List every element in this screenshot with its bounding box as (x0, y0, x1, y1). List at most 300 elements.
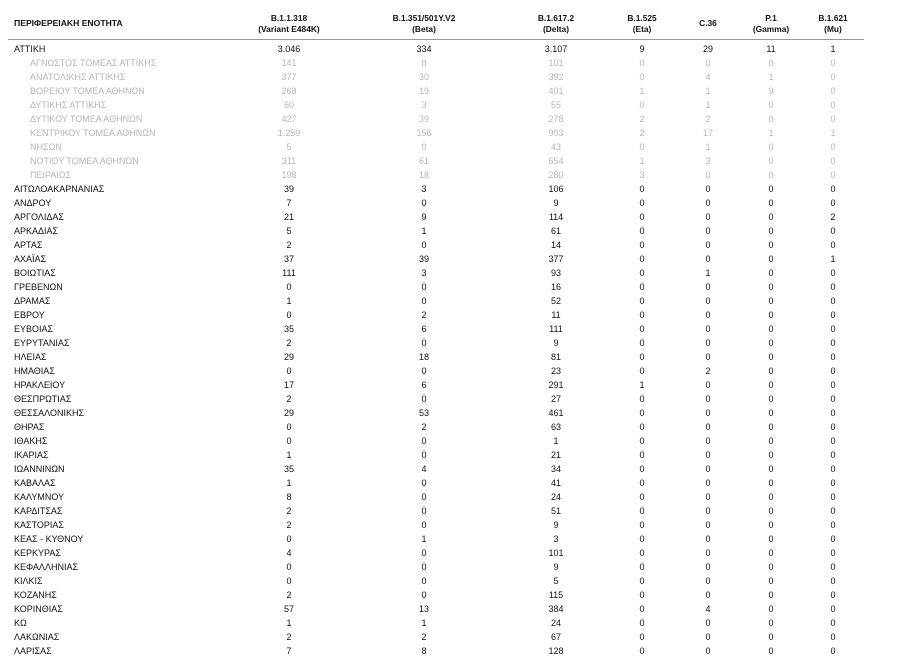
region-name: ΚΕΡΚΥΡΑΣ (14, 548, 61, 558)
variant-count-cell: 0 (830, 142, 836, 152)
variant-count-cell: 0 (639, 478, 645, 488)
variant-count-cell: 16 (550, 282, 561, 292)
variant-count-cell: 9 (553, 562, 559, 572)
region-name: ΔΥΤΙΚΟΥ ΤΟΜΕΑ ΑΘΗΝΩΝ (30, 114, 143, 124)
variant-count-cell: 0 (639, 436, 645, 446)
variant-count-cell: 0 (768, 352, 774, 362)
variant-count-cell: 0 (639, 366, 645, 376)
variant-count-cell: 0 (768, 380, 774, 390)
table-row (8, 574, 864, 588)
table-row (8, 378, 864, 392)
variant-count-cell: 81 (550, 352, 561, 362)
variant-count-cell: 0 (639, 324, 645, 334)
variant-count-cell: 3.046 (277, 44, 301, 54)
region-name: ΚΑΡΔΙΤΣΑΣ (14, 506, 63, 516)
region-name: ΚΟΖΑΝΗΣ (14, 590, 57, 600)
variant-count-cell: 0 (421, 520, 427, 530)
variant-count-cell: 0 (705, 352, 711, 362)
header-line1: ΠΕΡΙΦΕΡΕΙΑΚΗ ΕΝΟΤΗΤΑ (14, 18, 123, 28)
variant-count-cell: 111 (282, 268, 296, 278)
variant-count-cell: 128 (548, 646, 564, 656)
variant-count-cell: 0 (421, 394, 427, 404)
table-row (8, 616, 864, 630)
column-header-variant (504, 8, 608, 40)
table-row (8, 196, 864, 210)
region-name: ΑΡΚΑΔΙΑΣ (14, 226, 59, 236)
variant-count-cell: 8 (286, 492, 292, 502)
variant-count-cell: 55 (550, 100, 561, 110)
region-name: ΚΙΛΚΙΣ (14, 576, 43, 586)
variant-count-cell: 8 (421, 646, 427, 656)
table-row (8, 532, 864, 546)
variant-count-cell: 6 (421, 380, 427, 390)
variant-count-cell: 0 (830, 58, 836, 68)
variant-count-cell: 0 (639, 520, 645, 530)
variant-count-cell: 0 (768, 492, 774, 502)
table-row (8, 392, 864, 406)
variant-count-cell: 0 (705, 464, 711, 474)
variant-count-cell: 17 (283, 380, 294, 390)
variant-count-cell: 60 (283, 100, 294, 110)
variant-count-cell: 2 (286, 338, 292, 348)
variant-count-cell: 0 (768, 226, 774, 236)
variant-count-cell: 39 (418, 114, 429, 124)
variant-count-cell: 1 (553, 436, 559, 446)
variant-count-cell: 0 (705, 254, 711, 264)
variant-count-cell: 0 (830, 464, 836, 474)
variant-count-cell: 2 (286, 506, 292, 516)
variant-count-cell: 39 (283, 184, 294, 194)
variant-count-cell: 29 (283, 408, 294, 418)
variant-count-cell: 0 (705, 184, 711, 194)
variant-count-cell: 0 (830, 324, 836, 334)
table-subrow (8, 154, 864, 168)
variant-count-cell: 0 (830, 282, 836, 292)
variant-count-cell: 11 (766, 44, 776, 54)
variant-count-cell: 0 (705, 338, 711, 348)
variant-count-cell: 6 (421, 324, 427, 334)
region-name: ΑΡΓΟΛΙΔΑΣ (14, 212, 64, 222)
variant-count-cell: 0 (830, 100, 836, 110)
variant-count-cell: 1 (830, 44, 836, 54)
variant-count-cell: 0 (286, 576, 292, 586)
variant-count-cell: 3 (639, 170, 645, 180)
variant-count-cell: 0 (768, 604, 774, 614)
variant-count-cell: 1 (286, 618, 292, 628)
variant-count-cell: 0 (421, 478, 427, 488)
column-header-region (8, 8, 234, 40)
variant-count-cell: 2 (286, 590, 292, 600)
variant-count-cell: 1 (639, 156, 645, 166)
variant-count-cell: 0 (705, 632, 711, 642)
variant-count-cell: 1 (768, 72, 774, 82)
variant-count-cell: 0 (705, 226, 711, 236)
variant-count-cell: 0 (768, 282, 774, 292)
variant-count-cell: 0 (830, 450, 836, 460)
variant-count-cell: 9 (553, 198, 559, 208)
variant-count-cell: 0 (639, 72, 645, 82)
variant-count-cell: 0 (768, 478, 774, 488)
variant-count-cell: 392 (548, 72, 564, 82)
header-line1: B.1.621 (818, 12, 848, 23)
variant-count-cell: 0 (639, 198, 645, 208)
variant-count-cell: 0 (705, 58, 711, 68)
table-row (8, 560, 864, 574)
table-row (8, 630, 864, 644)
variant-count-cell: 0 (768, 618, 774, 628)
variant-count-cell: 8 (421, 58, 427, 68)
variant-count-cell: 0 (830, 632, 836, 642)
variant-count-cell: 0 (286, 282, 292, 292)
region-name: ΙΩΑΝΝΙΝΩΝ (14, 464, 65, 474)
variant-count-cell: 0 (421, 590, 427, 600)
variant-count-cell: 0 (705, 520, 711, 530)
variant-count-cell: 1 (286, 296, 292, 306)
variant-count-cell: 0 (639, 408, 645, 418)
header-line1: P.1 (765, 12, 777, 23)
region-name: ΗΜΑΘΙΑΣ (14, 366, 55, 376)
variant-count-cell: 67 (550, 632, 561, 642)
column-header-variant (676, 8, 740, 40)
variant-count-cell: 101 (548, 58, 564, 68)
header-line2: (Variant E484K) (258, 23, 320, 34)
region-name: ΕΥΒΟΙΑΣ (14, 324, 54, 334)
variant-count-cell: 0 (830, 520, 836, 530)
table-subrow (8, 56, 864, 70)
variant-count-cell: 52 (550, 296, 561, 306)
table-subrow (8, 70, 864, 84)
variant-count-cell: 377 (281, 72, 297, 82)
variant-count-cell: 29 (283, 352, 294, 362)
variant-count-cell: 1 (830, 254, 836, 264)
table-header (8, 8, 864, 40)
table-subrow (8, 112, 864, 126)
variant-count-cell: 0 (639, 562, 645, 572)
variant-count-cell: 0 (705, 506, 711, 516)
variant-count-cell: 30 (418, 72, 429, 82)
table-row (8, 434, 864, 448)
variant-count-cell: 0 (768, 408, 774, 418)
region-name: ΓΡΕΒΕΝΩΝ (14, 282, 63, 292)
variant-count-cell: 0 (286, 422, 292, 432)
variant-count-cell: 37 (283, 254, 294, 264)
variant-count-cell: 0 (421, 548, 427, 558)
variant-count-cell: 0 (768, 324, 774, 334)
variant-count-cell: 0 (768, 464, 774, 474)
variant-count-cell: 0 (421, 576, 427, 586)
region-name: ΕΒΡΟΥ (14, 310, 45, 320)
variant-count-cell: 0 (768, 170, 774, 180)
variant-count-cell: 0 (768, 394, 774, 404)
region-name: ΛΑΡΙΣΑΣ (14, 646, 52, 656)
variant-count-cell: 0 (768, 422, 774, 432)
variant-count-cell: 0 (421, 366, 427, 376)
variant-count-cell: 0 (639, 632, 645, 642)
variant-count-cell: 0 (421, 436, 427, 446)
variant-count-cell: 13 (418, 604, 429, 614)
variant-count-cell: 5 (553, 576, 559, 586)
variant-count-cell: 7 (286, 198, 292, 208)
variant-count-cell: 141 (281, 58, 297, 68)
variant-count-cell: 0 (639, 58, 645, 68)
variant-count-cell: 63 (550, 422, 561, 432)
region-name: ΗΛΕΙΑΣ (14, 352, 47, 362)
variant-count-cell: 0 (830, 380, 836, 390)
variant-count-cell: 0 (768, 296, 774, 306)
region-name: ΑΝΔΡΟΥ (14, 198, 52, 208)
variant-count-cell: 2 (286, 240, 292, 250)
variant-count-cell: 0 (705, 436, 711, 446)
variant-count-cell: 24 (550, 492, 561, 502)
header-row (8, 8, 864, 40)
variant-count-cell: 2 (705, 366, 711, 376)
variant-count-cell: 61 (550, 226, 561, 236)
variant-count-cell: 35 (283, 464, 294, 474)
variant-count-cell: 0 (705, 324, 711, 334)
table-row (8, 518, 864, 532)
column-header-variant (234, 8, 344, 40)
variant-count-cell: 115 (548, 590, 564, 600)
region-name: ΚΑΒΑΛΑΣ (14, 478, 56, 488)
table-row (8, 280, 864, 294)
variant-count-cell: 0 (768, 450, 774, 460)
variant-count-cell: 0 (639, 618, 645, 628)
variant-count-cell: 0 (830, 436, 836, 446)
table-row (8, 448, 864, 462)
variant-count-cell: 0 (768, 142, 774, 152)
variant-count-cell: 41 (550, 478, 561, 488)
variant-count-cell: 0 (421, 296, 427, 306)
variant-count-cell: 0 (705, 492, 711, 502)
variant-count-cell: 0 (639, 646, 645, 656)
table-row (8, 322, 864, 336)
variant-count-cell: 24 (550, 618, 561, 628)
variant-count-cell: 0 (830, 114, 836, 124)
variant-count-cell: 9 (421, 212, 427, 222)
variant-count-cell: 0 (830, 170, 836, 180)
region-name: ΒΟΡΕΙΟΥ ΤΟΜΕΑ ΑΘΗΝΩΝ (30, 86, 145, 96)
variant-count-cell: 1 (421, 226, 427, 236)
variant-count-cell: 27 (550, 394, 561, 404)
variant-count-cell: 0 (421, 506, 427, 516)
region-name: ΑΙΤΩΛΟΑΚΑΡΝΑΝΙΑΣ (14, 184, 105, 194)
variant-count-cell: 0 (639, 268, 645, 278)
variant-count-cell: 9 (553, 338, 559, 348)
variant-count-cell: 111 (549, 324, 563, 334)
variant-count-cell: 0 (639, 254, 645, 264)
variant-count-cell: 0 (768, 562, 774, 572)
variant-count-cell: 0 (830, 198, 836, 208)
variant-count-cell: 0 (768, 114, 774, 124)
variant-count-cell: 0 (286, 534, 292, 544)
variant-count-cell: 0 (639, 142, 645, 152)
variant-count-cell: 0 (639, 100, 645, 110)
region-name: ΘΗΡΑΣ (14, 422, 45, 432)
variant-count-cell: 0 (768, 646, 774, 656)
variant-count-cell: 0 (705, 478, 711, 488)
variant-count-cell: 0 (830, 590, 836, 600)
variant-count-cell: 0 (705, 198, 711, 208)
table-row (8, 336, 864, 350)
variant-count-cell: 0 (768, 632, 774, 642)
table-row (8, 238, 864, 252)
table-row (8, 224, 864, 238)
region-name: ΒΟΙΩΤΙΑΣ (14, 268, 56, 278)
variant-count-cell: 0 (768, 576, 774, 586)
variant-count-cell: 4 (421, 464, 427, 474)
variant-count-cell: 0 (639, 534, 645, 544)
variant-count-cell: 3 (421, 268, 427, 278)
variant-count-cell: 2 (421, 422, 427, 432)
variant-count-cell: 0 (639, 506, 645, 516)
variant-count-cell: 0 (705, 380, 711, 390)
table-body (8, 40, 864, 659)
variant-count-cell: 0 (768, 100, 774, 110)
variant-count-cell: 1 (421, 618, 427, 628)
region-name: ΑΓΝΩΣΤΟΣ ΤΟΜΕΑΣ ΑΤΤΙΚΗΣ (30, 58, 157, 68)
variant-count-cell: 0 (830, 184, 836, 194)
variant-count-cell: 0 (639, 422, 645, 432)
column-header-variant (740, 8, 802, 40)
variant-count-cell: 4 (286, 548, 292, 558)
variant-count-cell: 5 (286, 226, 292, 236)
table-row (8, 210, 864, 224)
variant-count-cell: 0 (830, 534, 836, 544)
variant-count-cell: 401 (548, 86, 564, 96)
variant-count-cell: 461 (548, 408, 564, 418)
variant-count-cell: 3 (705, 156, 711, 166)
variant-count-cell: 0 (830, 408, 836, 418)
variant-count-cell: 14 (550, 240, 561, 250)
table-row (8, 40, 864, 57)
table-subrow (8, 84, 864, 98)
variant-count-cell: 0 (705, 170, 711, 180)
variant-count-cell: 106 (548, 184, 564, 194)
variant-count-cell: 0 (639, 604, 645, 614)
region-name: ΛΑΚΩΝΙΑΣ (14, 632, 60, 642)
variant-count-cell: 3 (421, 100, 427, 110)
variant-count-cell: 1 (705, 100, 711, 110)
variant-count-cell: 0 (768, 548, 774, 558)
table-row (8, 266, 864, 280)
table-row (8, 462, 864, 476)
variant-count-cell: 0 (639, 394, 645, 404)
variant-count-cell: 0 (705, 282, 711, 292)
variant-count-cell: 9 (553, 520, 559, 530)
variant-count-cell: 0 (768, 310, 774, 320)
variant-count-cell: 0 (830, 310, 836, 320)
variant-count-cell: 3 (553, 534, 559, 544)
column-header-variant (608, 8, 676, 40)
variant-count-cell: 0 (421, 198, 427, 208)
variant-count-cell: 311 (281, 156, 297, 166)
region-name: ΚΕΦΑΛΛΗΝΙΑΣ (14, 562, 79, 572)
variant-count-cell: 334 (416, 44, 432, 54)
variant-count-cell: 654 (548, 156, 564, 166)
header-line1: B.1.617.2 (537, 12, 575, 23)
variant-count-cell: 1 (705, 268, 711, 278)
variant-count-cell: 114 (548, 212, 564, 222)
variant-count-cell: 0 (639, 548, 645, 558)
table-row (8, 588, 864, 602)
variant-count-cell: 0 (768, 436, 774, 446)
variant-count-cell: 0 (705, 394, 711, 404)
variant-count-cell: 0 (768, 506, 774, 516)
variant-count-cell: 0 (639, 464, 645, 474)
region-name: ΝΟΤΙΟΥ ΤΟΜΕΑ ΑΘΗΝΩΝ (30, 156, 139, 166)
table-row (8, 252, 864, 266)
variant-count-cell: 21 (550, 450, 561, 460)
variant-count-cell: 5 (286, 142, 292, 152)
variant-count-cell: 0 (768, 534, 774, 544)
variant-count-cell: 11 (551, 310, 561, 320)
variant-count-cell: 43 (550, 142, 561, 152)
variant-count-cell: 0 (705, 576, 711, 586)
region-name: ΔΡΑΜΑΣ (14, 296, 51, 306)
variant-count-cell: 156 (416, 128, 432, 138)
variant-count-cell: 0 (286, 562, 292, 572)
variant-count-cell: 3.107 (544, 44, 568, 54)
column-header-variant (344, 8, 504, 40)
variant-count-cell: 0 (639, 296, 645, 306)
region-name: ΚΕΝΤΡΙΚΟΥ ΤΟΜΕΑ ΑΘΗΝΩΝ (30, 128, 156, 138)
variant-count-cell: 0 (830, 562, 836, 572)
table-subrow (8, 140, 864, 154)
table-subrow (8, 126, 864, 140)
region-name: ΚΑΣΤΟΡΙΑΣ (14, 520, 64, 530)
table-subrow (8, 168, 864, 182)
variant-count-cell: 0 (768, 268, 774, 278)
variant-count-cell: 0 (768, 590, 774, 600)
region-name: ΘΕΣΣΑΛΟΝΙΚΗΣ (14, 408, 85, 418)
variant-count-cell: 0 (705, 408, 711, 418)
variant-count-cell: 1 (705, 86, 711, 96)
variant-count-cell: 2 (286, 520, 292, 530)
variant-count-cell: 377 (548, 254, 564, 264)
variant-count-cell: 1 (421, 534, 427, 544)
variant-count-cell: 0 (639, 212, 645, 222)
variant-count-cell: 29 (702, 44, 713, 54)
variant-count-cell: 0 (830, 618, 836, 628)
variant-count-cell: 198 (281, 170, 297, 180)
region-name: ΚΑΛΥΜΝΟΥ (14, 492, 65, 502)
variant-count-cell: 0 (768, 520, 774, 530)
variant-count-cell: 0 (421, 450, 427, 460)
table-row (8, 308, 864, 322)
variant-count-cell: 93 (550, 268, 561, 278)
variant-count-cell: 0 (421, 338, 427, 348)
variant-count-cell: 1 (705, 142, 711, 152)
variant-count-cell: 384 (548, 604, 564, 614)
variants-table (8, 8, 864, 658)
variant-count-cell: 0 (639, 576, 645, 586)
region-name: ΘΕΣΠΡΩΤΙΑΣ (14, 394, 72, 404)
variant-count-cell: 0 (705, 310, 711, 320)
region-name: ΙΘΑΚΗΣ (14, 436, 48, 446)
variant-count-cell: 2 (286, 394, 292, 404)
table-row (8, 546, 864, 560)
region-name: ΑΝΑΤΟΛΙΚΗΣ ΑΤΤΙΚΗΣ (30, 72, 126, 82)
variant-count-cell: 3 (421, 184, 427, 194)
variant-count-cell: 0 (639, 226, 645, 236)
variant-count-cell: 0 (421, 562, 427, 572)
variant-count-cell: 0 (830, 240, 836, 250)
variant-count-cell: 35 (283, 324, 294, 334)
variant-count-cell: 0 (830, 506, 836, 516)
variant-count-cell: 4 (705, 604, 711, 614)
variant-count-cell: 1.259 (277, 128, 301, 138)
variant-count-cell: 1 (768, 128, 774, 138)
